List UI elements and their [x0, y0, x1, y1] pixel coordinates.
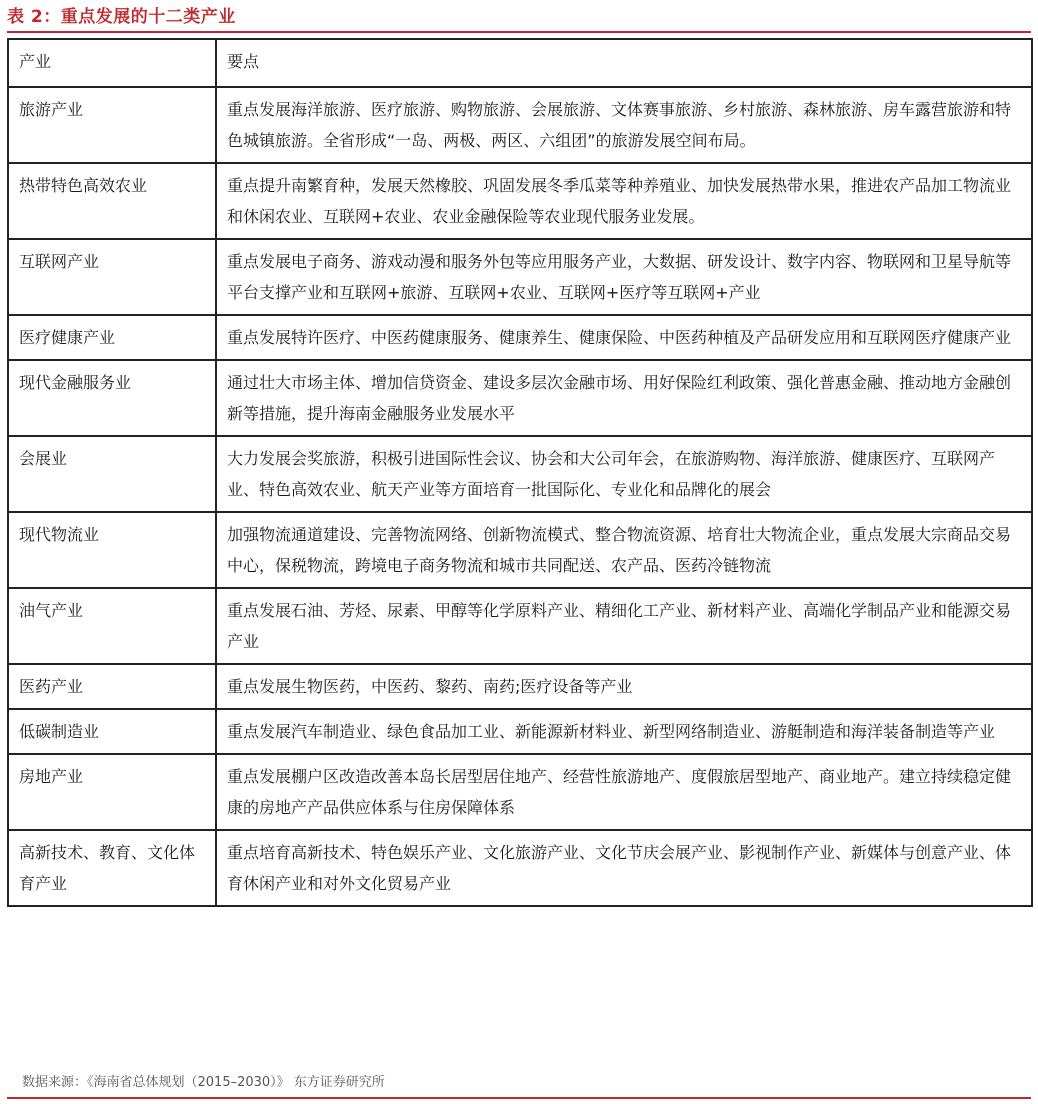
key-points-cell: 加强物流通道建设、完善物流网络、创新物流模式、整合物流资源、培育壮大物流企业，重点发展大宗商品交易中心，保税物流，跨境电子商务物流和城市共同配送、农产品、医药冷链物流	[216, 512, 1032, 588]
header-industry: 产业	[8, 39, 216, 87]
key-points-cell: 重点提升南繁育种，发展天然橡胶、巩固发展冬季瓜菜等种养殖业、加快发展热带水果，推进农产品加工物流业和休闲农业、互联网+农业、农业金融保险等农业现代服务业发展。	[216, 163, 1032, 239]
industry-cell: 医疗健康产业	[8, 315, 216, 360]
industry-cell: 互联网产业	[8, 239, 216, 315]
industry-cell: 医药产业	[8, 664, 216, 709]
table-row	[8, 315, 1032, 360]
table-row	[8, 664, 1032, 709]
key-points-cell: 大力发展会奖旅游，积极引进国际性会议、协会和大公司年会，在旅游购物、海洋旅游、健康医疗、互联网产业、特色高效农业、航天产业等方面培育一批国际化、专业化和品牌化的展会	[216, 436, 1032, 512]
key-points-cell: 重点发展汽车制造业、绿色食品加工业、新能源新材料业、新型网络制造业、游艇制造和海洋装备制造等产业	[216, 709, 1032, 754]
key-points-cell: 重点发展棚户区改造改善本岛长居型居住地产、经营性旅游地产、度假旅居型地产、商业地产。建立持续稳定健康的房地产产品供应体系与住房保障体系	[216, 754, 1032, 830]
table-row	[8, 512, 1032, 588]
bottom-divider	[7, 1097, 1031, 1099]
table-header-row	[8, 39, 1032, 87]
header-key-points: 要点	[216, 39, 1032, 87]
industry-cell: 高新技术、教育、文化体育产业	[8, 830, 216, 906]
table-row	[8, 163, 1032, 239]
industry-cell: 旅游产业	[8, 87, 216, 163]
industries-table	[7, 38, 1033, 907]
table-row	[8, 239, 1032, 315]
table-row	[8, 754, 1032, 830]
table-row	[8, 436, 1032, 512]
key-points-cell: 重点发展电子商务、游戏动漫和服务外包等应用服务产业，大数据、研发设计、数字内容、物联网和卫星导航等平台支撑产业和互联网+旅游、互联网+农业、互联网+医疗等互联网+产业	[216, 239, 1032, 315]
key-points-cell: 重点培育高新技术、特色娱乐产业、文化旅游产业、文化节庆会展产业、影视制作产业、新媒体与创意产业、体育休闲产业和对外文化贸易产业	[216, 830, 1032, 906]
industry-cell: 低碳制造业	[8, 709, 216, 754]
key-points-cell: 重点发展特许医疗、中医药健康服务、健康养生、健康保险、中医药种植及产品研发应用和互联网医疗健康产业	[216, 315, 1032, 360]
key-points-cell: 通过壮大市场主体、增加信贷资金、建设多层次金融市场、用好保险红利政策、强化普惠金融、推动地方金融创新等措施，提升海南金融服务业发展水平	[216, 360, 1032, 436]
key-points-cell: 重点发展生物医药，中医药、黎药、南药;医疗设备等产业	[216, 664, 1032, 709]
key-points-cell: 重点发展石油、芳烃、尿素、甲醇等化学原料产业、精细化工产业、新材料产业、高端化学制品产业和能源交易产业	[216, 588, 1032, 664]
table-row	[8, 830, 1032, 906]
industry-cell: 会展业	[8, 436, 216, 512]
industry-cell: 房地产业	[8, 754, 216, 830]
industry-cell: 现代物流业	[8, 512, 216, 588]
industry-cell: 热带特色高效农业	[8, 163, 216, 239]
source-note: 数据来源：《海南省总体规划（2015–2030）》 东方证券研究所	[22, 1075, 385, 1090]
table-row	[8, 360, 1032, 436]
title-divider	[7, 31, 1031, 33]
key-points-cell: 重点发展海洋旅游、医疗旅游、购物旅游、会展旅游、文体赛事旅游、乡村旅游、森林旅游、房车露营旅游和特色城镇旅游。全省形成“一岛、两极、两区、六组团”的旅游发展空间布局。	[216, 87, 1032, 163]
table-title: 表 2：重点发展的十二类产业	[7, 7, 236, 27]
table-row	[8, 709, 1032, 754]
industry-cell: 油气产业	[8, 588, 216, 664]
table-row	[8, 588, 1032, 664]
table-row	[8, 87, 1032, 163]
industry-cell: 现代金融服务业	[8, 360, 216, 436]
